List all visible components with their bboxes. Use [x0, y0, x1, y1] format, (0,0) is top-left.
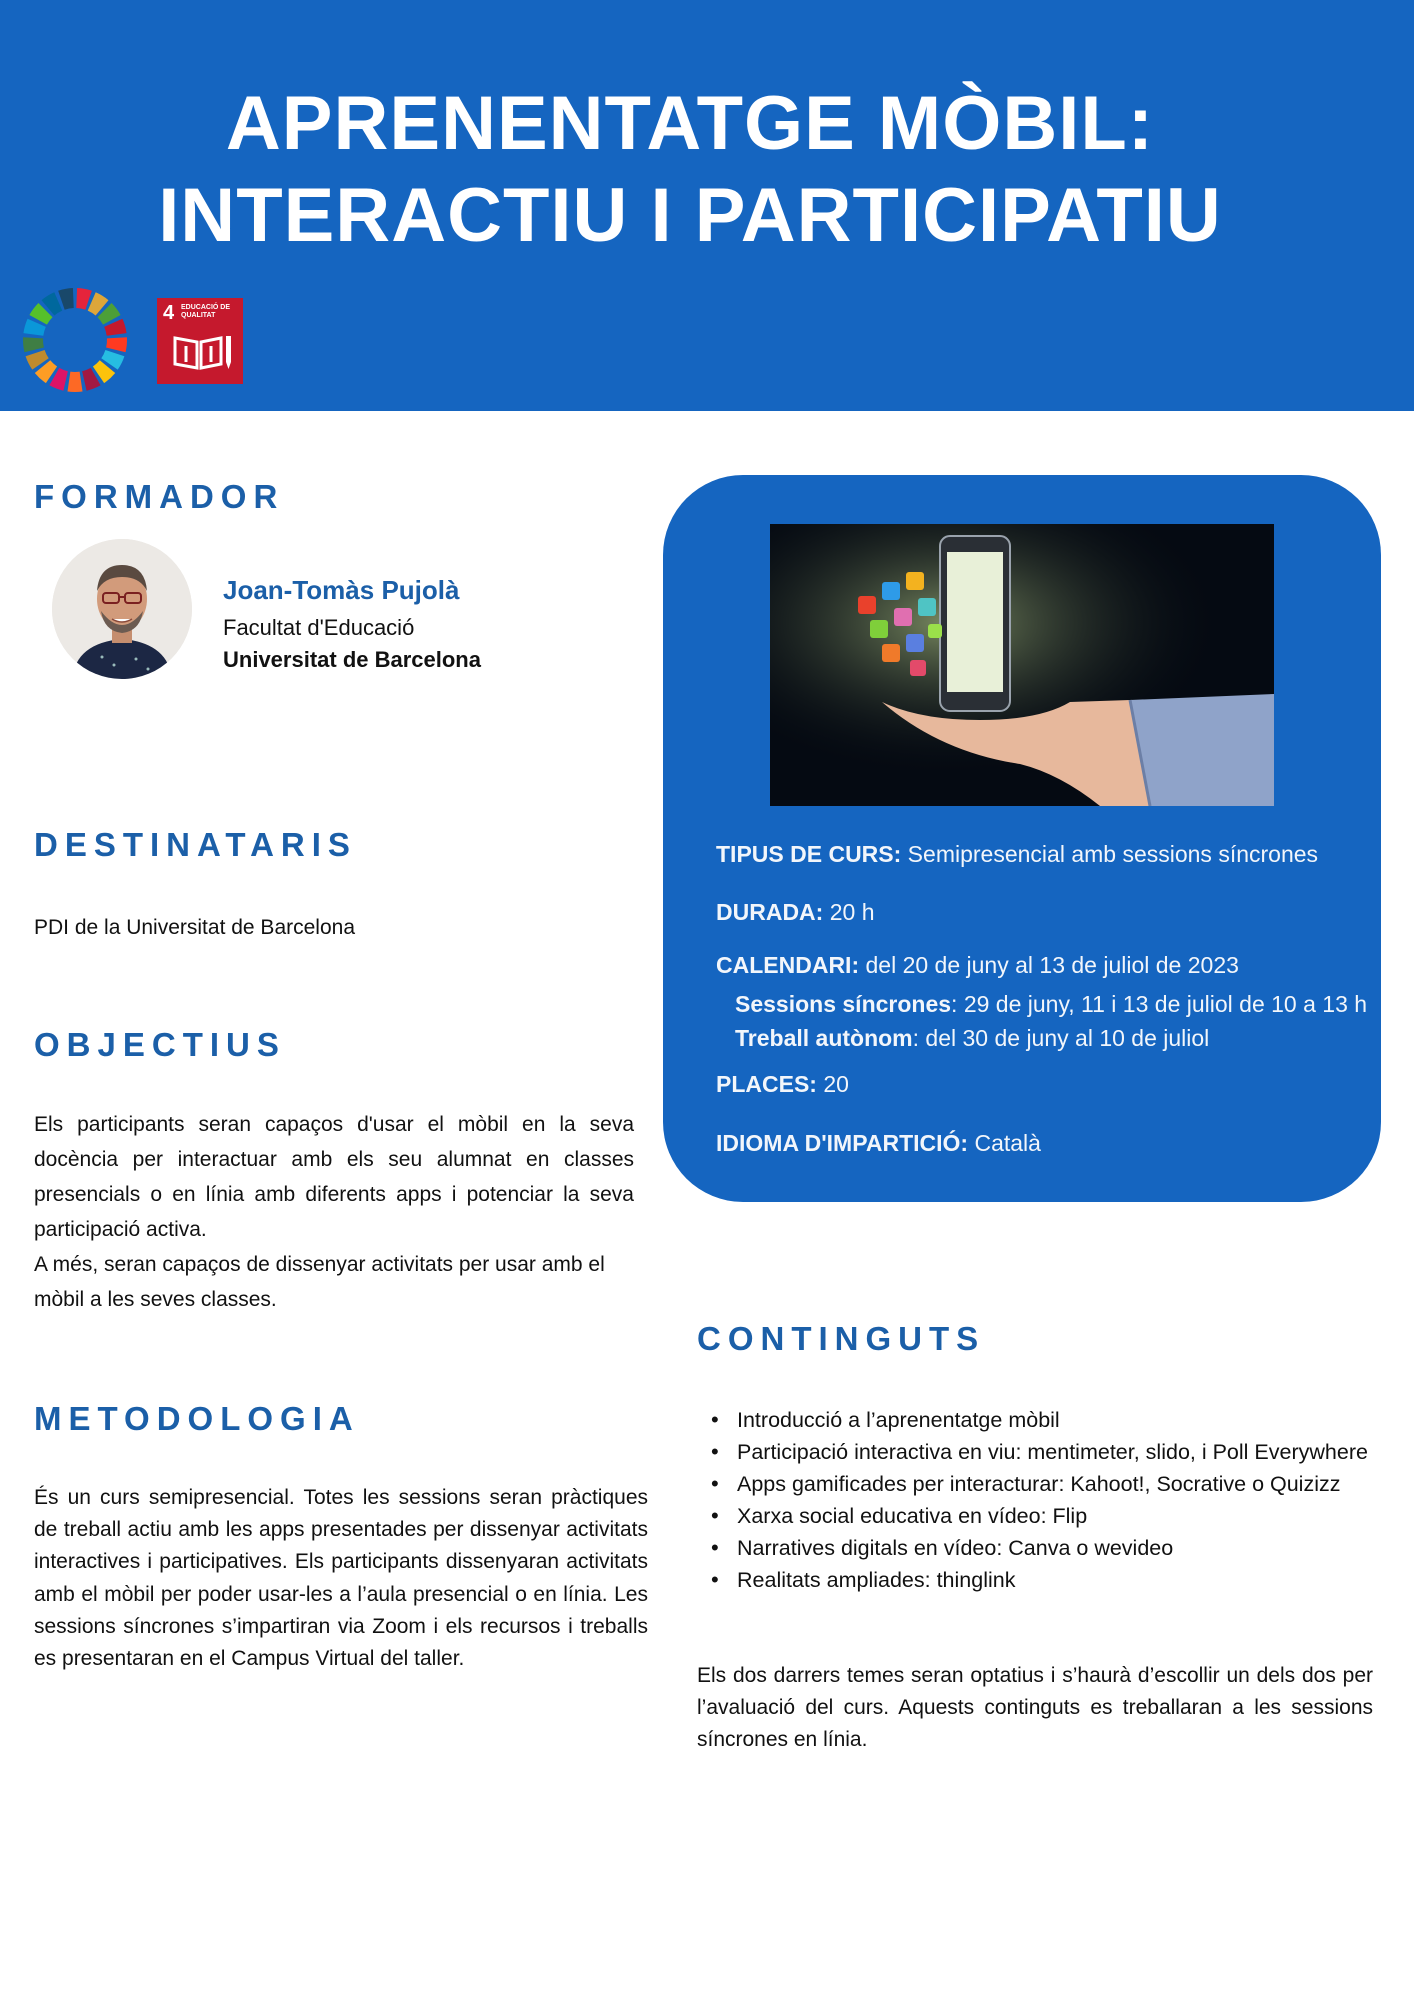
info-tipus: [716, 841, 1318, 868]
info-treball-label: Treball autònom: [735, 1025, 913, 1051]
info-treball: [735, 1025, 1209, 1052]
header-banner: [0, 0, 1414, 411]
sdg-text: EDUCACIÓ DE QUALITAT: [181, 304, 231, 319]
info-durada-label: DURADA:: [716, 899, 824, 925]
formador-heading: FORMADOR: [34, 478, 285, 515]
info-sessions: [735, 991, 1367, 1018]
list-item: • Narratives digitals en vídeo: Canva o wevideo: [697, 1532, 1377, 1564]
objectius-paragraph-2: A més, seran capaços de dissenyar activitats per usar amb el mòbil a les seves classes.: [34, 1253, 605, 1311]
continguts-note: Els dos darrers temes seran optatius i s’haurà d’escollir un dels dos per l’avaluació del curs. Aquests continguts es treballaran a les sessions síncrones en línia.: [697, 1664, 1373, 1751]
sdg-wheel-segment: [58, 288, 74, 310]
continguts-heading: CONTINGUTS: [697, 1320, 986, 1357]
continguts-list: [697, 1404, 1377, 1596]
open-book-icon: [157, 298, 243, 384]
trainer-name: Joan-Tomàs Pujolà: [223, 575, 460, 605]
info-durada: [716, 899, 874, 926]
sdg-wheel-segment: [106, 337, 127, 352]
sdg-wheel-segment: [76, 288, 92, 310]
trainer-faculty: Facultat d'Educació: [223, 615, 415, 640]
title-line-2: INTERACTIU I PARTICIPATIU: [158, 173, 1222, 258]
page-title: [0, 78, 1380, 262]
info-durada-value: 20 h: [823, 899, 875, 925]
destinataris-heading: DESTINATARIS: [34, 826, 357, 863]
info-tipus-value: Semipresencial amb sessions síncrones: [901, 841, 1319, 867]
info-treball-value: : del 30 de juny al 10 de juliol: [912, 1025, 1210, 1051]
destinataris-text: PDI de la Universitat de Barcelona: [34, 916, 355, 939]
sdg-wheel-segment: [67, 372, 82, 392]
sdg-wheel-icon: [20, 285, 130, 395]
phone-apps-illustration: [770, 524, 1274, 806]
trainer-photo: [52, 539, 192, 679]
sdg-number: 4: [163, 302, 175, 324]
info-places-value: 20: [816, 1071, 849, 1097]
sdg4-education-icon: [157, 298, 243, 384]
info-idioma: [716, 1130, 1041, 1157]
info-calendari-value: del 20 de juny al 13 de juliol de 2023: [859, 952, 1239, 978]
info-calendari-label: CALENDARI:: [716, 952, 860, 978]
sdg-wheel-segment: [23, 337, 44, 352]
list-item: • Introducció a l’aprenentatge mòbil: [697, 1404, 1377, 1436]
title-line-1: APRENENTATGE MÒBIL:: [225, 81, 1155, 166]
info-places-label: PLACES:: [716, 1071, 817, 1097]
objectius-heading: OBJECTIUS: [34, 1026, 286, 1063]
list-item: • Participació interactiva en viu: mentimeter, slido, i Poll Everywhere: [697, 1436, 1377, 1468]
avatar: [52, 539, 192, 679]
info-places: [716, 1071, 849, 1098]
info-tipus-label: TIPUS DE CURS:: [716, 841, 902, 867]
list-item: • Xarxa social educativa en vídeo: Flip: [697, 1500, 1377, 1532]
info-idioma-value: Català: [968, 1130, 1041, 1156]
mobile-hand-photo: [770, 524, 1274, 806]
trainer-university: Universitat de Barcelona: [223, 647, 481, 672]
info-sessions-label: Sessions síncrones: [735, 991, 952, 1017]
info-calendari: [716, 952, 1239, 979]
list-item: • Realitats ampliades: thinglink: [697, 1564, 1377, 1596]
metodologia-text: És un curs semipresencial. Totes les sessions seran pràctiques de treball actiu amb les apps presentades per dissenyar activitats interactives i participatives. Els participants dissenyaran activitats amb el mòbil per poder usar-les a l’aula presencial o en línia. Les sessions síncrones s’impartiran via Zoom i els recursos i treballs es presentaran en el Campus Virtual del taller.: [34, 1486, 648, 1671]
list-item: • Apps gamificades per interacturar: Kahoot!, Socrative o Quizizz: [697, 1468, 1377, 1500]
metodologia-heading: METODOLOGIA: [34, 1400, 360, 1437]
info-sessions-value: : 29 de juny, 11 i 13 de juliol de 10 a 13 h: [951, 991, 1368, 1017]
objectius-paragraph-1: Els participants seran capaços d'usar el mòbil en la seva docència per interactuar amb els seu alumnat en classes presencials o en línia amb diferents apps i potenciar la seva participació activa.: [34, 1113, 634, 1241]
info-idioma-label: IDIOMA D'IMPARTICIÓ:: [716, 1130, 969, 1156]
